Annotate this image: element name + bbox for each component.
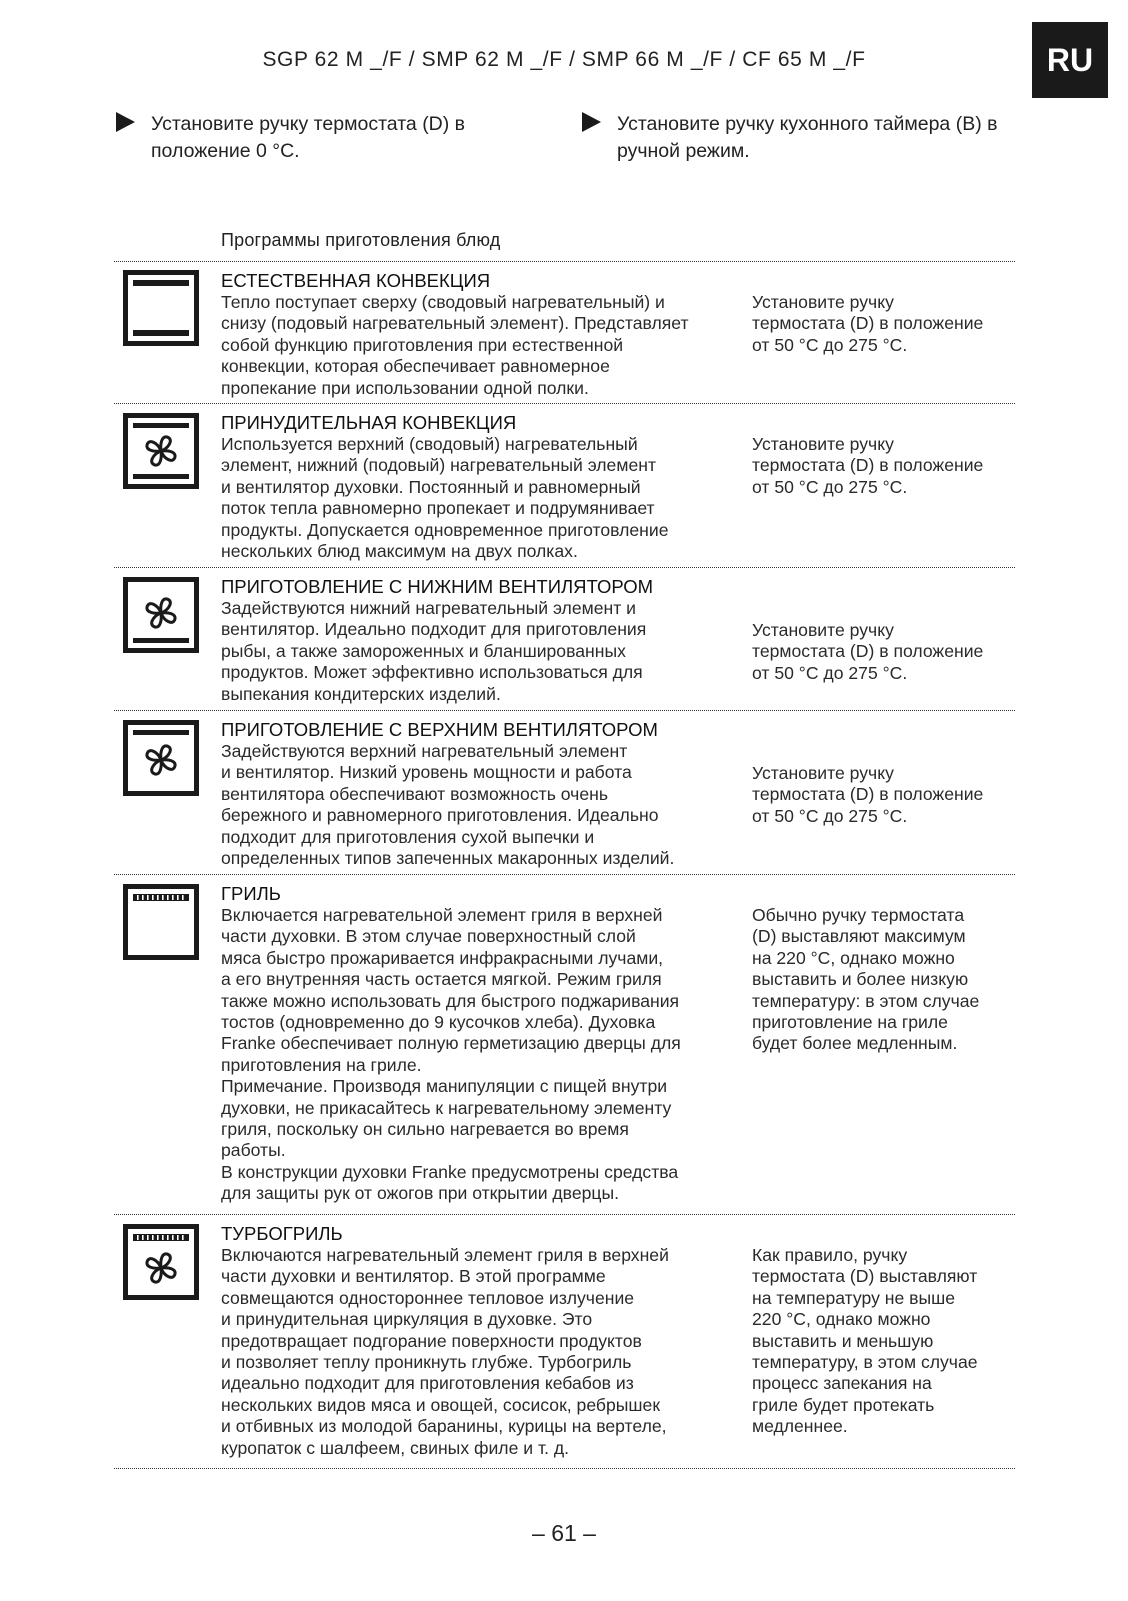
language-badge: RU [1032,22,1108,98]
program-description: Тепло поступает сверху (сводовый нагревательный) и снизу (подовый нагревательный элемент). Представляет собой функцию приготовления при естественной конвекции, которая обеспечивает равномерное пропекание при использовании одной полки. [221,292,689,398]
program-name: ПРИГОТОВЛЕНИЕ С ВЕРХНИМ ВЕНТИЛЯТОРОМ [221,719,658,740]
turbo-grill-icon [123,1224,199,1300]
program-setting: Установите ручку термостата (D) в положение от 50 °C до 275 °C. [752,434,984,497]
program-setting: Установите ручку термостата (D) в положение от 50 °C до 275 °C. [752,292,984,355]
conventional-oven-icon [123,270,199,346]
program-name: ГРИЛЬ [221,883,281,904]
section-title: Программы приготовления блюд [221,230,501,250]
fan-top-heat-icon [123,720,199,796]
program-description: Задействуются верхний нагревательный элемент и вентилятор. Низкий уровень мощности и работа вентилятора обеспечивают возможность очень бережного и равномерного приготовления. Идеально подходит для приготовления сухой выпечки и определенных типов запеченных макаронных изделий. [221,741,675,869]
program-name: ТУРБОГРИЛЬ [221,1223,343,1244]
divider [114,874,1015,875]
program-setting: Установите ручку термостата (D) в положение от 50 °C до 275 °C. [752,763,984,826]
grill-icon [123,884,199,960]
program-setting: Установите ручку термостата (D) в положение от 50 °C до 275 °C. [752,620,984,683]
page-number: – 61 – [532,1520,596,1546]
model-list-header: SGP 62 M _/F / SMP 62 M _/F / SMP 66 M _/F / CF 65 M _/F [262,48,866,71]
divider [114,567,1015,568]
program-description: Задействуются нижний нагревательный элемент и вентилятор. Идеально подходит для приготовления рыбы, а также замороженных и бланшированных продуктов. Может эффективно использоваться для выпекания кондитерских изделий. [221,598,647,704]
program-name: ЕСТЕСТВЕННАЯ КОНВЕКЦИЯ [221,270,491,291]
program-description: Включается нагревательной элемент гриля в верхней части духовки. В этом случае поверхностный слой мяса быстро прожаривается инфракрасными лучами, а его внутренняя часть остается мягкой. Режим гриля также можно использовать для быстрого поджаривания тостов (одновременно до 9 кусочков хлеба). Духовка Franke обеспечивает полную герметизацию дверцы для приготовления на гриле. Примечание. Производя манипуляции с пищей внутри духовки, не прикасайтесь к нагревательному элементу гриля, поскольку он сильно нагревается во время работы. В конструкции духовки Franke предусмотрены средства для защиты рук от ожогов при открытии дверцы. [221,905,681,1204]
program-name: ПРИГОТОВЛЕНИЕ С НИЖНИМ ВЕНТИЛЯТОРОМ [221,576,654,597]
program-setting: Обычно ручку термостата (D) выставляют максимум на 220 °C, однако можно выставить и более низкую температуру: в этом случае приготовление на гриле будет более медленным. [752,905,980,1054]
program-setting: Как правило, ручку термостата (D) выставляют на температуру не выше 220 °C, однако можно выставить и меньшую температуру, в этом случае процесс запекания на гриле будет протекать медленнее. [752,1245,978,1437]
fan-bottom-heat-icon [123,577,199,653]
instruction-text: Установите ручку термостата (D) в положение 0 °C. [151,113,466,162]
instruction-text: Установите ручку кухонного таймера (B) в ручной режим. [617,113,998,162]
instruction-timer [582,111,997,165]
program-description: Используется верхний (сводовый) нагревательный элемент, нижний (подовый) нагревательный элемент и вентилятор духовки. Постоянный и равномерный поток тепла равномерно пропекает и подрумянивает продукты. Допускается одновременное приготовление нескольких блюд максимум на двух полках. [221,434,669,562]
instruction-thermostat [116,111,465,165]
divider [114,403,1015,404]
divider [114,1468,1015,1469]
program-description: Включаются нагревательный элемент гриля в верхней части духовки и вентилятор. В этой программе совмещаются одностороннее тепловое излучение и принудительная циркуляция в духовке. Это предотвращает подгорание поверхности продуктов и позволяет теплу проникнуть глубже. Турбогриль идеально подходит для приготовления кебабов из нескольких видов мяса и овощей, сосисок, ребрышек и отбивных из молодой баранины, курицы на вертеле, куропаток с шалфеем, свиных филе и т. д. [221,1245,669,1458]
arrow-bullet-icon [116,112,135,132]
program-name: ПРИНУДИТЕЛЬНАЯ КОНВЕКЦИЯ [221,412,517,433]
fan-top-bottom-heat-icon [123,413,199,489]
divider [114,261,1015,262]
divider [114,1214,1015,1215]
arrow-bullet-icon [582,112,601,132]
divider [114,710,1015,711]
